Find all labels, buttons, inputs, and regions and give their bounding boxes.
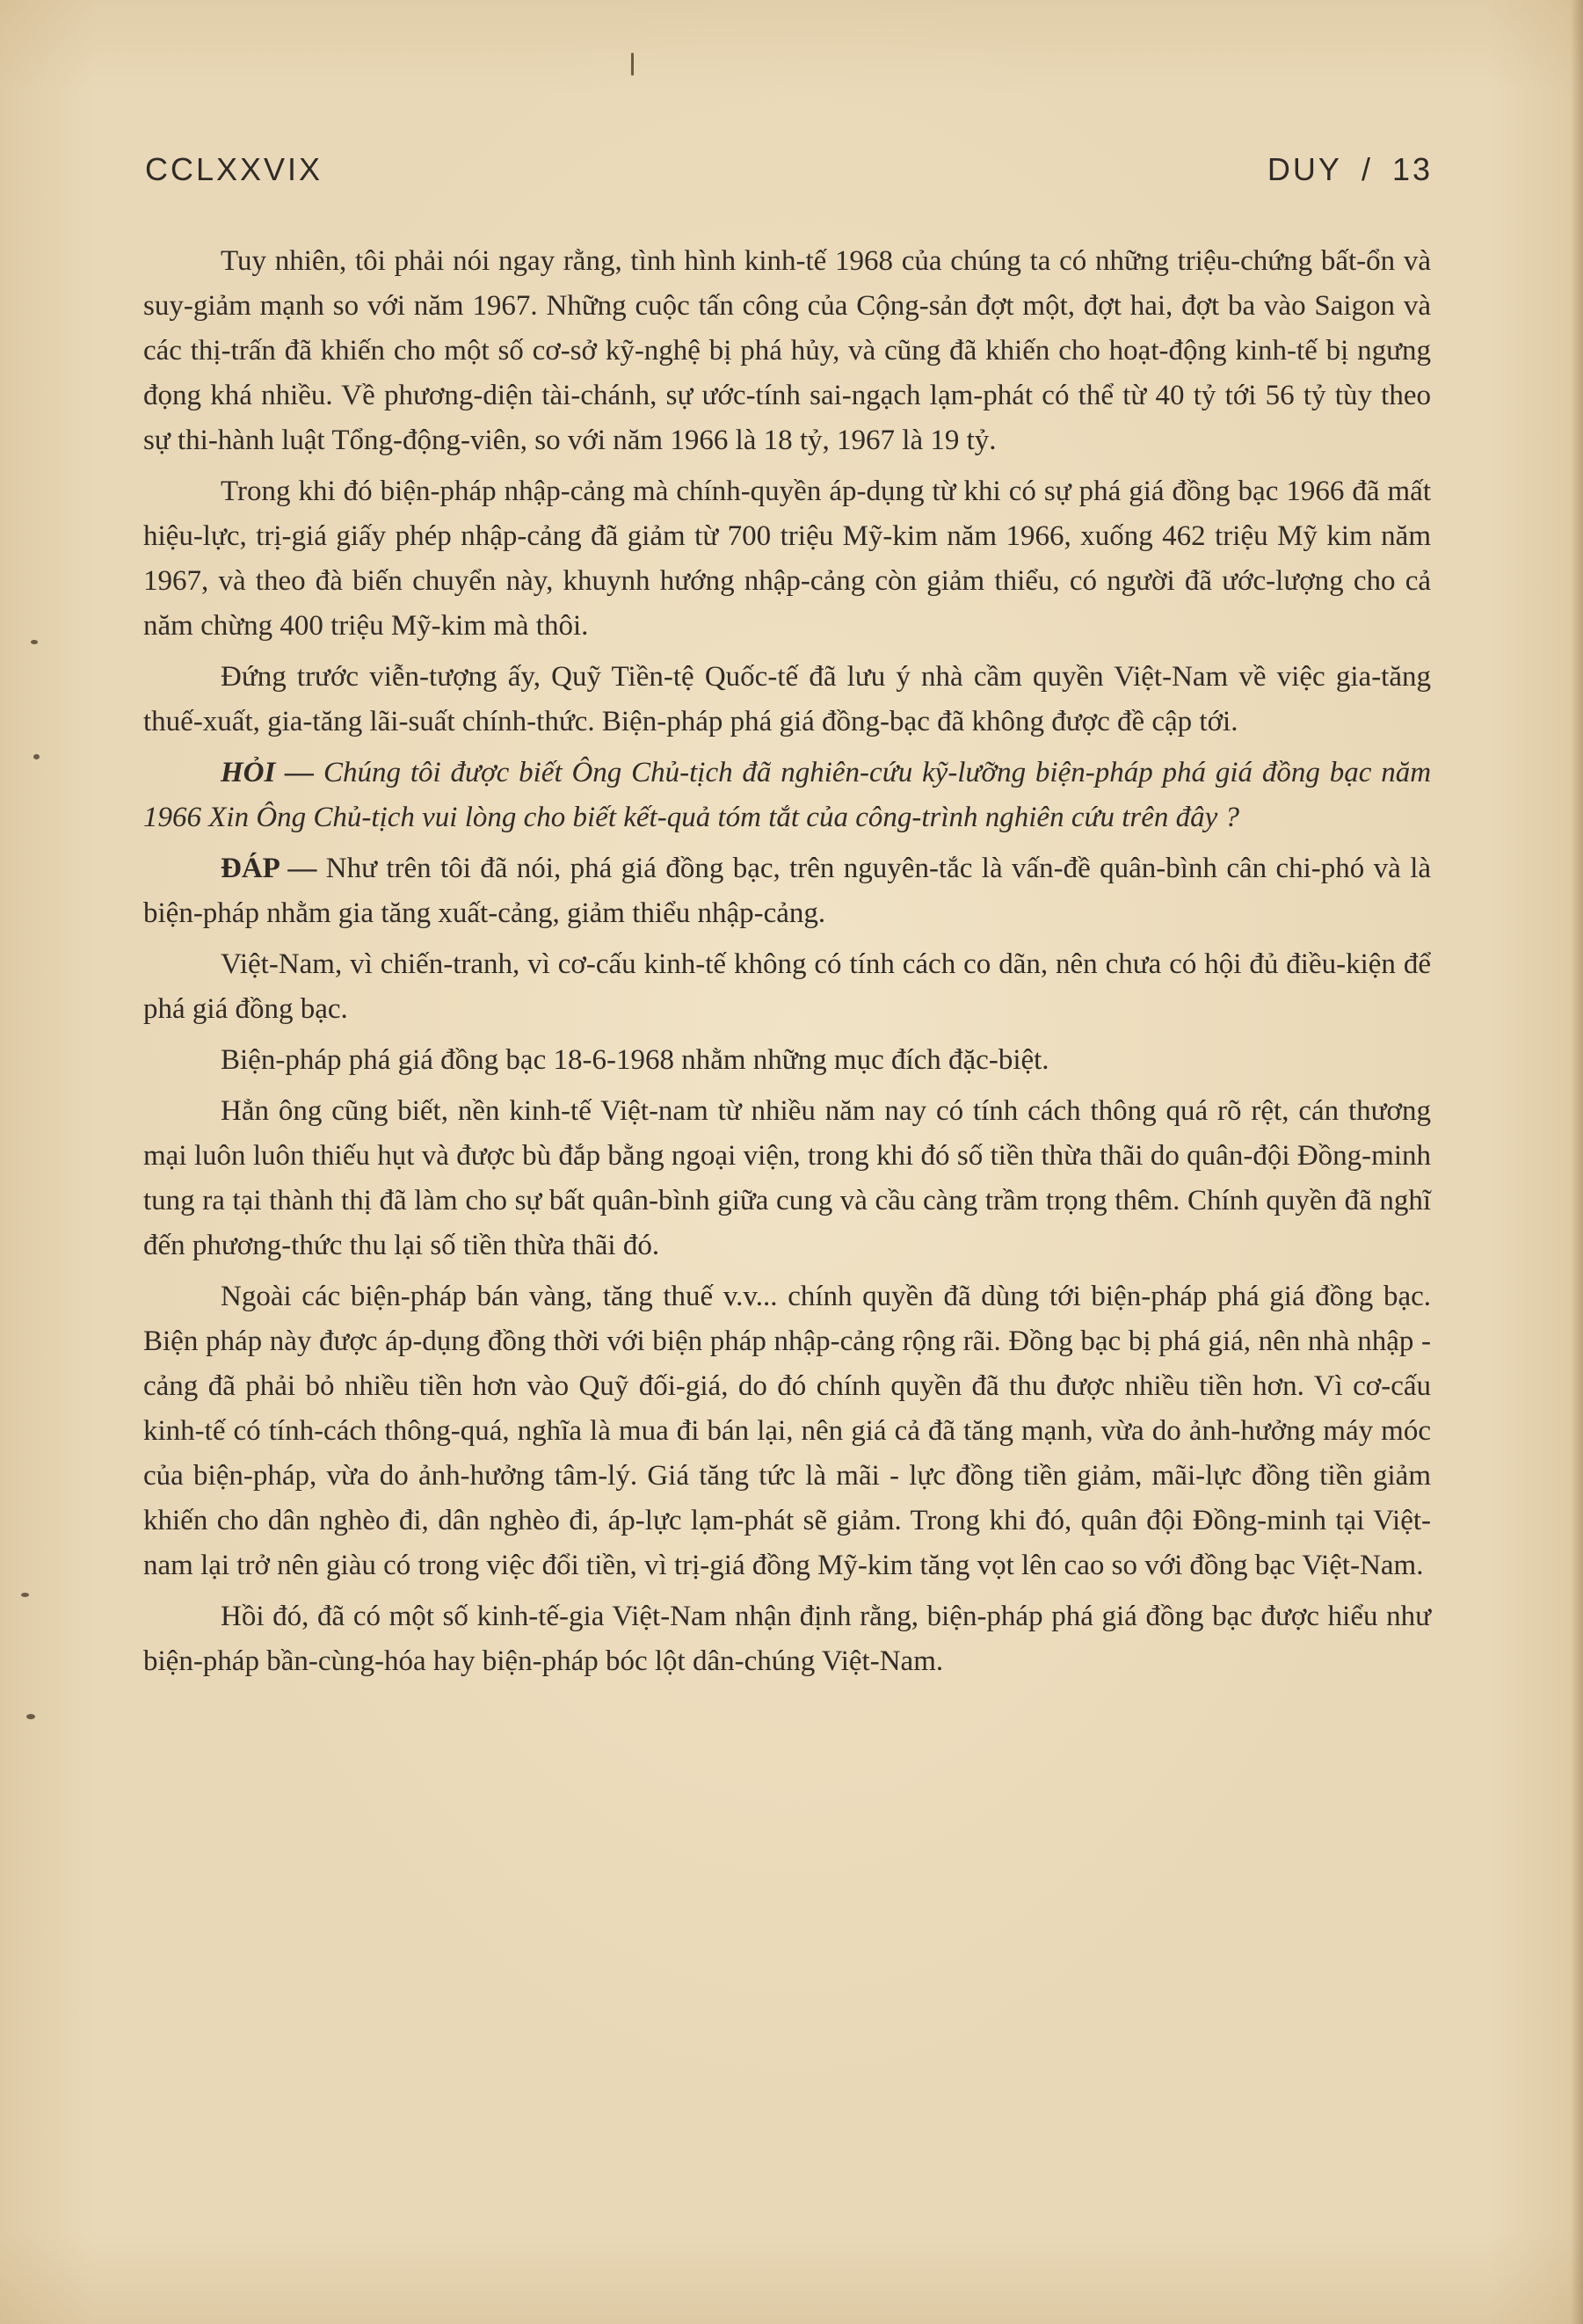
paragraph-text: Đứng trước viễn-tượng ấy, Quỹ Tiền-tệ Quốc-tế đã lưu ý nhà cầm quyền Việt-Nam về việc gia-tăng thuế-xuất, gia-tăng lãi-suất chính-thức. Biện-pháp phá giá đồng-bạc đã không được đề cập tới. [143,661,1431,737]
paragraph [143,1594,1431,1684]
article-body [143,239,1431,1690]
paragraph [143,1275,1431,1588]
paragraph-text: Ngoài các biện-pháp bán vàng, tăng thuế v.v... chính quyền đã dùng tới biện-pháp phá giá đồng bạc. Biện pháp này được áp-dụng đồng thời với biện pháp nhập-cảng rộng rãi. Đồng bạc bị phá giá, nên nhà nhập - cảng đã phải bỏ nhiều tiền hơn vào Quỹ đối-giá, do đó chính quyền đã thu được nhiều tiền hơn. Vì cơ-cấu kinh-tế có tính-cách thông-quá, nghĩa là mua đi bán lại, nên giá cả đã tăng mạnh, vừa do ảnh-hưởng máy móc của biện-pháp, vừa do ảnh-hưởng tâm-lý. Giá tăng tức là mãi - lực đồng tiền giảm, mãi-lực đồng tiền giảm khiến cho dân nghèo đi, dân nghèo đi, áp-lực lạm-phát sẽ giảm. Trong khi đó, quân đội Đồng-minh tại Việt-nam lại trở nên giàu có trong việc đổi tiền, vì trị-giá đồng Mỹ-kim tăng vọt lên cao so với đồng bạc Việt-Nam. [143,1281,1431,1581]
paragraph-text: Hẳn ông cũng biết, nền kinh-tế Việt-nam từ nhiều năm nay có tính cách thông quá rõ rệt, cán thương mại luôn luôn thiếu hụt và được bù đắp bằng ngoại viện, trong khi đó số tiền thừa thãi do quân-đội Đồng-minh tung ra tại thành thị đã làm cho sự bất quân-bình giữa cung và cầu càng trầm trọng thêm. Chính quyền đã nghĩ đến phương-thức thu lại số tiền thừa thãi đó. [143,1095,1431,1261]
paper-blemish [31,640,38,644]
paragraph [143,1089,1431,1268]
page-edge-shadow [1571,0,1583,2324]
paper-blemish [21,1593,29,1597]
paragraph [143,1038,1431,1083]
paragraph [143,655,1431,744]
paragraph [143,942,1431,1032]
answer-text: Như trên tôi đã nói, phá giá đồng bạc, trên nguyên-tắc là vấn-đề quân-bình cân chi-phó và là biện-pháp nhằm gia tăng xuất-cảng, giảm thiểu nhập-cảng. [143,853,1432,929]
paragraph-text: Hồi đó, đã có một số kinh-tế-gia Việt-Nam nhận định rằng, biện-pháp phá giá đồng bạc được hiểu như biện-pháp bần-cùng-hóa hay biện-pháp bóc lột dân-chúng Việt-Nam. [143,1601,1431,1677]
paragraph-text: Tuy nhiên, tôi phải nói ngay rằng, tình hình kinh-tế 1968 của chúng ta có những triệu-chứng bất-ổn và suy-giảm mạnh so với năm 1967. Những cuộc tấn công của Cộng-sản đợt một, đợt hai, đợt ba vào Saigon và các thị-trấn đã khiến cho một số cơ-sở kỹ-nghệ bị phá hủy, và cũng đã khiến cho hoạt-động kinh-tế bị ngưng đọng khá nhiều. Về phương-diện tài-chánh, sự ước-tính sai-ngạch lạm-phát có thể từ 40 tỷ tới 56 tỷ tùy theo sự thi-hành luật Tổng-động-viên, so với năm 1966 là 18 tỷ, 1967 là 19 tỷ. [143,245,1431,456]
paragraph [143,239,1431,463]
question-paragraph [143,751,1431,840]
paragraph [143,469,1431,649]
journal-title: DUY [1267,151,1342,187]
header-separator: / [1361,151,1373,187]
paper-blemish [33,754,40,759]
paper-blemish [631,53,634,76]
answer-paragraph [143,846,1431,936]
answer-label: ĐÁP — [221,853,317,884]
paragraph-text: Việt-Nam, vì chiến-tranh, vì cơ-cấu kinh-tế không có tính cách co dãn, nên chưa có hội đủ điều-kiện để phá giá đồng bạc. [143,948,1431,1025]
question-text: Chúng tôi được biết Ông Chủ-tịch đã nghiên-cứu kỹ-lưỡng biện-pháp phá giá đồng bạc năm 1966 Xin Ông Chủ-tịch vui lòng cho biết kết-quả tóm tắt của công-trình nghiên cứu trên đây ? [143,757,1432,833]
paragraph-text: Trong khi đó biện-pháp nhập-cảng mà chính-quyền áp-dụng từ khi có sự phá giá đồng bạc 1966 đã mất hiệu-lực, trị-giá giấy phép nhập-cảng đã giảm từ 700 triệu Mỹ-kim năm 1966, xuống 462 triệu Mỹ kim năm 1967, và theo đà biến chuyển này, khuynh hướng nhập-cảng còn giảm thiểu, có người đã ước-lượng cho cả năm chừng 400 triệu Mỹ-kim mà thôi. [143,476,1431,642]
running-header [145,151,1433,195]
issue-number: CCLXXVIX [145,151,323,187]
journal-title-page [1267,151,1433,188]
question-label: HỎI — [221,757,315,788]
paper-blemish [26,1714,35,1719]
page-number: 13 [1391,151,1433,187]
paragraph-text: Biện-pháp phá giá đồng bạc 18-6-1968 nhằm những mục đích đặc-biệt. [221,1044,1049,1076]
